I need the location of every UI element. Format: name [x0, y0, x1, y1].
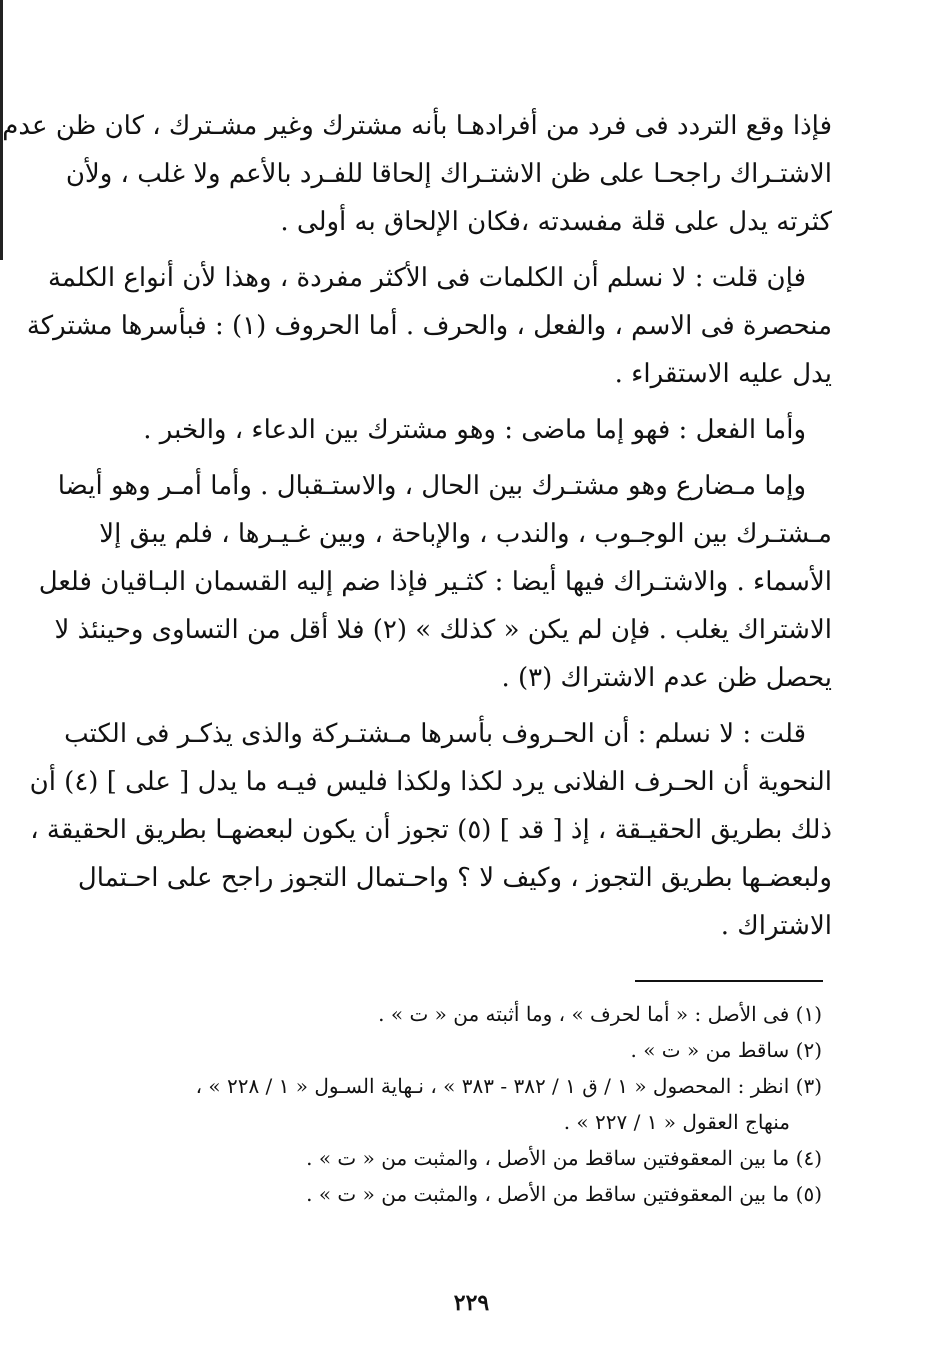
- text-line: الأسماء . والاشتـراك فيها أيضا : كثـير فإذا ضم إليه القسمان البـاقيان فلعل: [38, 567, 832, 597]
- footnote: (١) فى الأصل : « أما لحرف » ، وما أثبته من « ت » .: [378, 1002, 822, 1026]
- page-number: ٢٢٩: [453, 1290, 490, 1316]
- text-line: يحصل ظن عدم الاشتراك (٣) .: [501, 663, 832, 693]
- text-line: ذلك بطريق الحقيـقة ، إذ [ قد ] (٥) تجوز أن يكون لبعضهـا بطريق الحقيقة ،: [30, 815, 832, 845]
- footnote-continuation: منهاج العقول « ١ / ٢٢٧ » .: [563, 1110, 790, 1134]
- text-line: فإذا وقع التردد فى فرد من أفرادهـا بأنه مشترك وغير مشـترك ، كان ظن عدم: [2, 111, 832, 141]
- footnote: (٢) ساقط من « ت » .: [630, 1038, 822, 1062]
- text-line: كثرته يدل على قلة مفسدته ،فكان الإلحاق به أولى .: [280, 207, 832, 237]
- text-line: ولبعضـها بطريق التجوز ، وكيف لا ؟ واحـتمال التجوز راجح على احـتمال: [77, 863, 832, 893]
- text-line: الاشتـراك راجحـا على ظن الاشتـراك إلحاقا للفـرد بالأعم ولا غلب ، ولأن: [65, 159, 832, 189]
- text-line: وإما مـضارع وهو مشتـرك بين الحال ، والاستـقبال . وأما أمـر وهو أيضا: [57, 471, 806, 501]
- footnote: (٤) ما بين المعقوفتين ساقط من الأصل ، والمثبت من « ت » .: [306, 1146, 822, 1170]
- main-text: [2, 102, 832, 950]
- footnote: (٥) ما بين المعقوفتين ساقط من الأصل ، والمثبت من « ت » .: [306, 1182, 822, 1206]
- text-line: منحصرة فى الاسم ، والفعل ، والحرف . أما الحروف (١) : فبأسرها مشتركة: [26, 311, 832, 341]
- footnote: (٣) انظر : المحصول « ١ / ق ١ / ٣٨٢ - ٣٨٣ » ، نـهاية السـول « ١ / ٢٢٨ » ،: [195, 1074, 822, 1098]
- text-line: قلت : لا نسلم : أن الحـروف بأسرها مـشتـركة والذى يذكـر فى الكتب: [64, 719, 806, 749]
- footnotes: [110, 996, 822, 1212]
- text-line: فإن قلت : لا نسلم أن الكلمات فى الأكثر مفردة ، وهذا لأن أنواع الكلمة: [47, 263, 806, 293]
- text-line: الاشتراك .: [720, 911, 832, 941]
- text-line: وأما الفعل : فهو إما ماضى : وهو مشترك بين الدعاء ، والخبر .: [143, 415, 806, 445]
- text-line: الاشتراك يغلب . فإن لم يكن « كذلك » (٢) فلا أقل من التساوى وحينئذ لا: [54, 615, 832, 645]
- footnote-separator: [635, 980, 823, 982]
- text-line: يدل عليه الاستقراء .: [614, 359, 832, 389]
- text-line: مـشتـرك بين الوجـوب ، والندب ، والإباحة ، وبين غـيـرها ، فلم يبق إلا: [99, 519, 832, 549]
- text-line: النحوية أن الحـرف الفلانى يرد لكذا ولكذا فليس فيـه ما يدل [ على ] (٤) أن: [29, 767, 832, 797]
